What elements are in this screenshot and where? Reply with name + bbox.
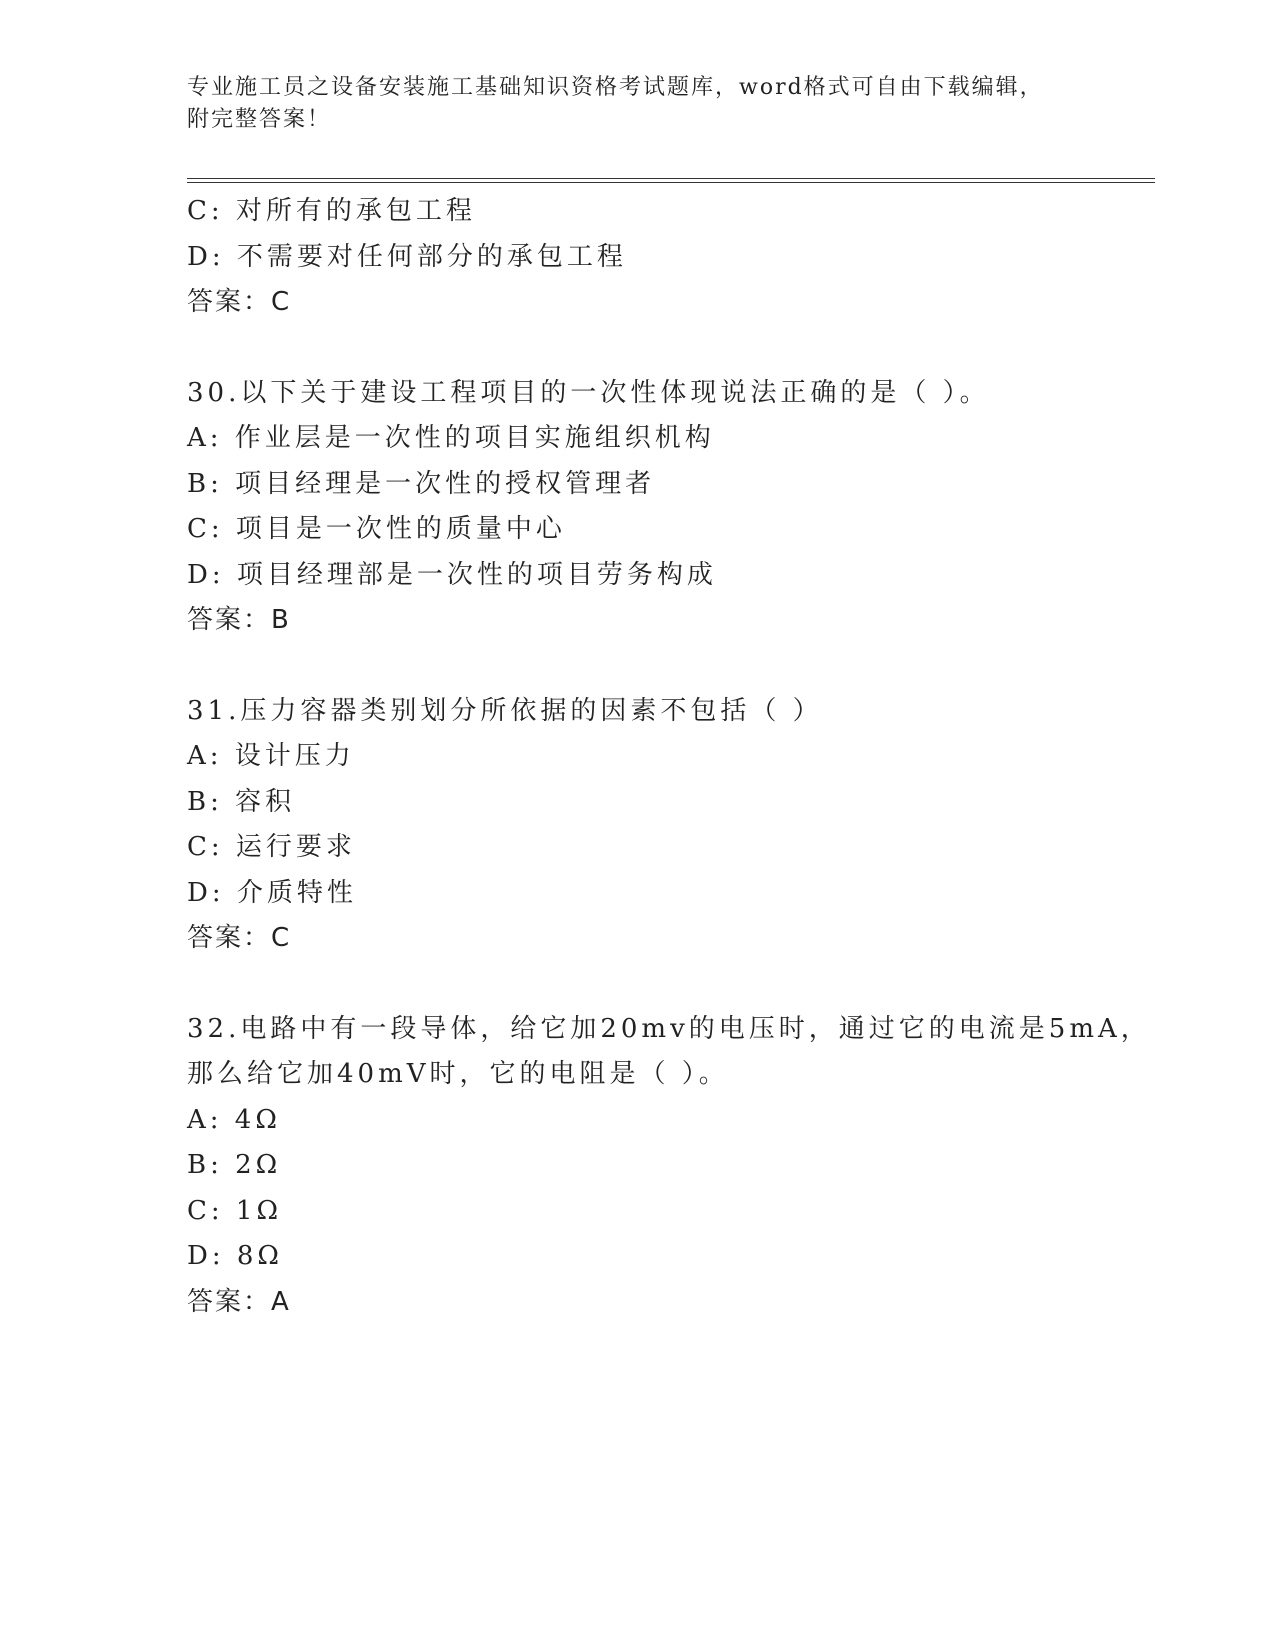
question-stem: 30.以下关于建设工程项目的一次性体现说法正确的是（ ）。 bbox=[187, 377, 990, 408]
question-stem-line-1: 32.电路中有一段导体，给它加20mv的电压时，通过它的电流是5mA， bbox=[187, 1013, 1151, 1044]
document-header bbox=[187, 72, 1107, 136]
question-29-continued bbox=[187, 189, 1107, 326]
spacer bbox=[187, 326, 1107, 371]
header-line-1: 专业施工员之设备安装施工基础知识资格考试题库，word格式可自由下载编辑， bbox=[187, 75, 1044, 100]
option-c: C: 项目是一次性的质量中心 bbox=[187, 514, 566, 544]
option-d: D: 介质特性 bbox=[187, 877, 357, 908]
answer-line: 答案：B bbox=[187, 605, 291, 635]
question-stem-line-2: 那么给它加40mV时，它的电阻是（ ）。 bbox=[187, 1059, 729, 1089]
spacer bbox=[187, 644, 1107, 689]
answer-line: 答案：C bbox=[187, 923, 292, 953]
option-d: D: 不需要对任何部分的承包工程 bbox=[187, 241, 627, 272]
question-list bbox=[187, 189, 1151, 1325]
question-30 bbox=[187, 371, 1107, 644]
answer-line: 答案：C bbox=[187, 287, 292, 317]
option-d: D: 项目经理部是一次性的项目劳务构成 bbox=[187, 559, 717, 590]
header-line-2: 附完整答案！ bbox=[187, 107, 332, 132]
option-d: D: 8Ω bbox=[187, 1241, 283, 1271]
option-a: A: 设计压力 bbox=[187, 741, 355, 771]
option-b: B: 项目经理是一次性的授权管理者 bbox=[187, 468, 656, 499]
option-c: C: 1Ω bbox=[187, 1195, 283, 1226]
answer-line: 答案：A bbox=[187, 1286, 291, 1317]
option-c: C: 对所有的承包工程 bbox=[187, 196, 476, 226]
option-b: B: 容积 bbox=[187, 786, 296, 817]
option-a: A: 4Ω bbox=[187, 1104, 281, 1135]
option-c: C: 运行要求 bbox=[187, 832, 356, 862]
question-stem: 31.压力容器类别划分所依据的因素不包括（ ） bbox=[187, 695, 823, 726]
option-a: A: 作业层是一次性的项目实施组织机构 bbox=[187, 423, 715, 453]
option-b: B: 2Ω bbox=[187, 1150, 282, 1180]
question-31 bbox=[187, 689, 1107, 962]
header-divider bbox=[187, 178, 1155, 183]
spacer bbox=[187, 962, 1107, 1007]
question-32 bbox=[187, 1007, 1151, 1326]
